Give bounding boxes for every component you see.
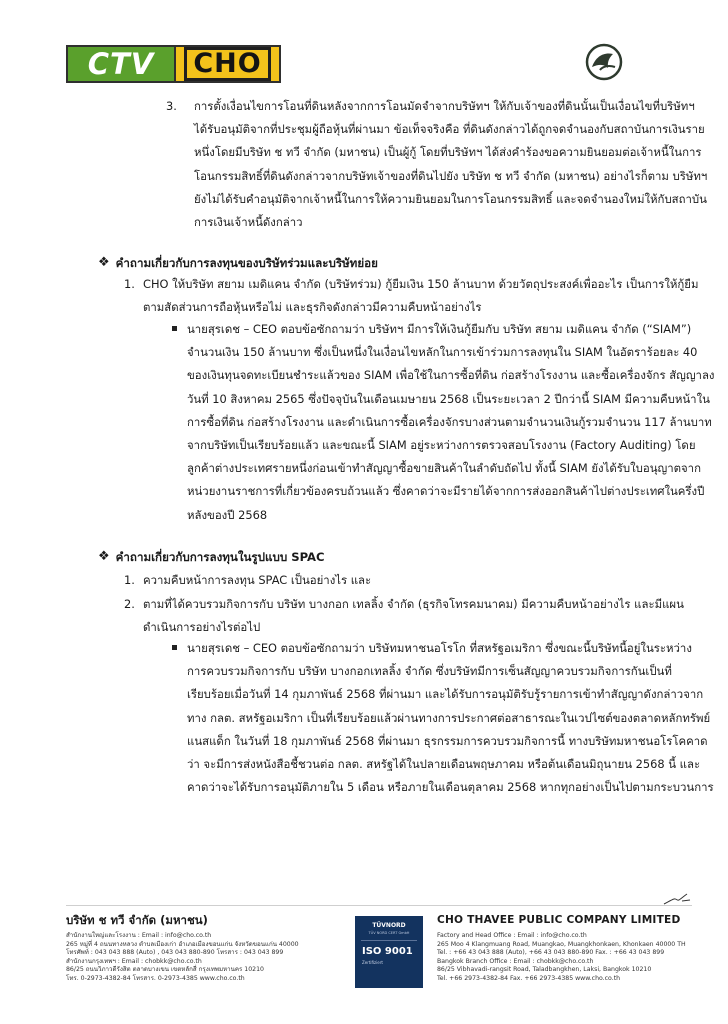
square-bullet-icon: [172, 326, 177, 331]
item-number: 2.: [124, 597, 135, 611]
footer-line: โทร. 0-2973-4382-84 โทรสาร. 0-2973-4385 www.cho.co.th: [66, 974, 245, 982]
footer-line: โทรศัพท์ : 043 043 888 (Auto) , 043 043 880-890 โทรสาร : 043 043 899: [66, 949, 284, 957]
question-item-2: [143, 593, 684, 639]
text-line: หน่วยงานราชการที่เกี่ยวข้องครบถ้วนแล้ว ซึ่งคาดว่าจะมีรายได้จากการส่งออกสินค้าไปต่างประเทศในครึ่งปี: [187, 484, 705, 499]
text-line: ลูกค้าต่างประเทศรายหนึ่งก่อนเข้าทำสัญญาซื้อขายสินค้าในลำดับถัดไป ทั้งนี้ SIAM ยังได้รับใบอนุญาตจาก: [187, 461, 701, 476]
text-line: ว่า จะมีการส่งหนังสือชี้ชวนต่อ กลต. สหรัฐได้ในปลายเดือนพฤษภาคม หรือต้นเดือนมิถุนายน 2568 นี้ และ: [187, 757, 701, 772]
question-item-1: [143, 569, 663, 592]
text-line: โอนกรรมสิทธิ์ที่ดินดังกล่าวจากบริษัทเจ้าของที่ดินไปยัง บริษัท ช ทวี จำกัด (มหาชน) อย่างไรก็ตาม บริษัทฯ: [194, 168, 708, 183]
text-line: ของเงินทุนจดทะเบียนชำระแล้วของ SIAM เพื่อใช้ในการซื้อที่ดิน ก่อสร้างโรงงาน และซื้อเครื่องจักร สัญญาลง: [187, 368, 715, 383]
text-line: นายสุรเดช – CEO ตอบข้อซักถามว่า บริษัทมหาชนอโรโก ที่สหรัฐอเมริกา ซึ่งขณะนี้บริษัทนี้อยู่ในระหว่าง: [187, 641, 692, 655]
footer-address-th: [66, 932, 299, 984]
footer-company-name-th: บริษัท ช ทวี จำกัด (มหาชน): [66, 913, 208, 927]
text-line: จากบริษัทเป็นเรียบร้อยแล้ว และขณะนี้ SIAM อยู่ระหว่างการตรวจสอบโรงงาน (Factory Auditing) โดย: [187, 438, 696, 453]
text-line: การควบรวมกิจการกับ บริษัท บางกอกเทลลิ้ง จำกัด ซึ่งบริษัทมีการเซ็นสัญญาควบรวมกิจการกันเป็นที่: [187, 664, 672, 679]
text-line: แนสแด็ก ในวันที่ 18 กุมภาพันธ์ 2568 ที่ผ่านมา ธุรกรรมการควบรวมกิจการนี้ ทางบริษัทมหาชนอโรโคคาด: [187, 733, 708, 748]
section-heading: [98, 252, 378, 274]
iso-divider: [361, 940, 417, 941]
text-line: ความคืบหน้าการลงทุน SPAC เป็นอย่างไร และ: [143, 573, 372, 587]
company-emblem-icon: [584, 42, 624, 82]
section-heading: [98, 546, 325, 568]
footer-line: Tel. : +66 43 043 888 (Auto), +66 43 043 880-890 Fax. : +66 43 043 899: [437, 949, 665, 957]
iso-brand-sub: TÜV NORD CERT GmbH: [368, 931, 410, 935]
footer-line: 86/25 Vibhavadi-rangsit Road, Taladbangkhen, Laksi, Bangkok 10210: [437, 966, 652, 974]
answer-paragraph: [187, 318, 715, 527]
footer-line: 265 หมู่ที่ 4 ถนนทางหลวง ตำบลเมืองเก่า อำเภอเมืองขอนแก่น จังหวัดขอนแก่น 40000: [66, 940, 299, 948]
text-line: ได้รับอนุมัติจากที่ประชุมผู้ถือหุ้นที่ผ่านมา ข้อเท็จจริงคือ ที่ดินดังกล่าวได้ถูกจดจำนองกับสถาบันการเงินราย: [194, 122, 705, 137]
square-bullet-icon: [172, 645, 177, 650]
item-3-paragraph: [194, 95, 708, 234]
text-line: การเงินเจ้าหนี้ดังกล่าว: [194, 215, 303, 230]
section-heading-text: คำถามเกี่ยวกับการลงทุนของบริษัทร่วมและบริษัทย่อย: [115, 256, 378, 270]
text-line: ทาง กลต. สหรัฐอเมริกา เป็นที่เรียบร้อยแล้วผ่านทางการประกาศต่อสาธารณะในเวปไซต์ของตลาดหลักทรัพย์: [187, 710, 711, 725]
cho-logo: [174, 45, 281, 83]
answer-paragraph: [187, 637, 714, 799]
question-paragraph: [143, 273, 699, 319]
iso-tag: Zertifiziert: [362, 960, 383, 965]
signature-icon: [662, 888, 692, 910]
diamond-bullet-icon: ❖: [98, 549, 110, 564]
footer-line: 86/25 ถนนวิภาวดีรังสิต ตลาดบางเขน เขตหลักสี่ กรุงเทพมหานคร 10210: [66, 966, 264, 974]
footer-line: Factory and Head Office : Email : info@cho.co.th: [437, 932, 587, 939]
item-number: 3.: [166, 99, 177, 113]
footer-divider: [66, 905, 692, 906]
text-line: หลังของปี 2568: [187, 507, 268, 522]
text-line: จำนวนเงิน 150 ล้านบาท ซึ่งเป็นหนึ่งในเงื่อนไขหลักในการเข้าร่วมการลงทุนใน SIAM ในอัตราร้อยละ 40: [187, 345, 698, 360]
footer-line: Bangkok Branch Office : Email : chobkk@cho.co.th: [437, 957, 594, 965]
iso-standard: ISO 9001: [362, 946, 413, 957]
text-line: การตั้งเงื่อนไขการโอนที่ดินหลังจากการโอนมัดจำจากบริษัทฯ ให้กับเจ้าของที่ดินนั้นเป็นเงื่อนไขที่บริษัทฯ: [194, 99, 695, 113]
item-number: 1.: [124, 573, 135, 587]
text-line: CHO ให้บริษัท สยาม เมดิแคน จำกัด (บริษัทร่วม) กู้ยืมเงิน 150 ล้านบาท ด้วยวัตถุประสงค์เพื่ออะไร เป็นการให้กู้ยืม: [143, 277, 699, 291]
section-heading-text: คำถามเกี่ยวกับการลงทุนในรูปแบบ SPAC: [115, 550, 325, 564]
text-line: ยังไม่ได้รับคำอนุมัติจากเจ้าหนี้ในการให้ความยินยอมในการโอนกรรมสิทธิ์ และจดจำนองใหม่ให้กับสถาบัน: [194, 191, 707, 206]
footer-address-en: [437, 932, 686, 984]
text-line: นายสุรเดช – CEO ตอบข้อซักถามว่า บริษัทฯ มีการให้เงินกู้ยืมกับ บริษัท สยาม เมดิแคน จำกัด (“SIAM”): [187, 322, 692, 336]
footer-line: 265 Moo 4 Klangmuang Road, Muangkao, Muangkhonkaen, Khonkaen 40000 TH: [437, 940, 686, 948]
iso-certification-badge: [355, 916, 423, 988]
footer-company-name-en: CHO THAVEE PUBLIC COMPANY LIMITED: [437, 914, 681, 926]
text-line: เรียบร้อยเมื่อวันที่ 14 กุมภาพันธ์ 2568 ที่ผ่านมา และได้รับการอนุมัติรับรู้รายการเข้าทำสัญญาดังกล่าวจาก: [187, 687, 704, 702]
text-line: คาดว่าจะได้รับการอนุมัติภายใน 5 เดือน หรือภายในเดือนตุลาคม 2568 หากทุกอย่างเป็นไปตามกระบวนการ: [187, 780, 714, 795]
diamond-bullet-icon: ❖: [98, 255, 110, 270]
footer-line: Tel. +66 2973-4382-84 Fax. +66 2973-4385 www.cho.co.th: [437, 974, 621, 982]
cho-logo-text: CHO: [184, 47, 270, 81]
text-line: วันที่ 10 สิงหาคม 2565 ซึ่งปัจจุบันในเดือนเมษายน 2568 เป็นระยะเวลา 2 ปีกว่านี้ SIAM มีความคืบหน้าใน: [187, 391, 710, 406]
text-line: ดำเนินการอย่างไรต่อไป: [143, 620, 261, 635]
text-line: ตามที่ได้ควบรวมกิจการกับ บริษัท บางกอก เทลลิ้ง จำกัด (ธุรกิจโทรคมนาคม) มีความคืบหน้าอย่างไร และมีแผน: [143, 597, 684, 611]
footer-line: สำนักงานใหญ่และโรงงาน : Email : info@cho.co.th: [66, 932, 212, 939]
ctv-logo: CTV: [66, 45, 174, 83]
item-number: 1.: [124, 277, 135, 291]
text-line: การซื้อที่ดิน ก่อสร้างโรงงาน และดำเนินการซื้อเครื่องจักรบางส่วนตามจำนวนเงินกู้รวมจำนวน 117 ล้านบาท: [187, 414, 712, 429]
text-line: หนึ่งโดยมีบริษัท ช ทวี จำกัด (มหาชน) เป็นผู้กู้ โดยที่บริษัทฯ ได้ส่งคำร้องขอความยินยอมต่อเจ้าหนี้ในการ: [194, 145, 702, 160]
text-line: ตามสัดส่วนการถือหุ้นหรือไม่ และธุรกิจดังกล่าวมีความคืบหน้าอย่างไร: [143, 300, 482, 315]
footer-line: สำนักงานกรุงเทพฯ : Email : chobkk@cho.co.th: [66, 957, 202, 965]
iso-brand: TÜVNORD: [372, 922, 406, 929]
